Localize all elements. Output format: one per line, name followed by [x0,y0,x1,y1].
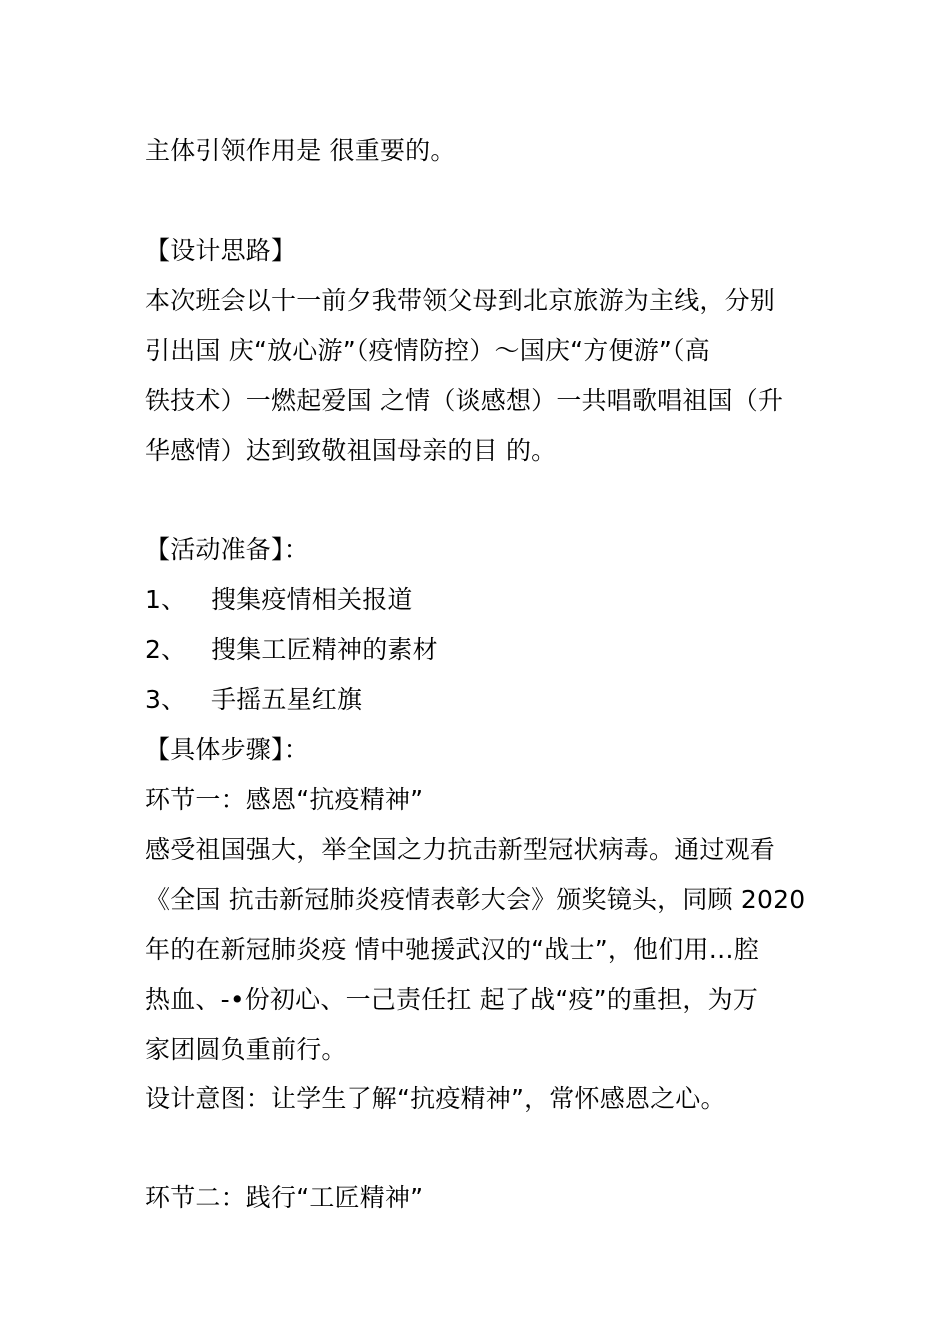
list-number: 1、 [145,585,187,614]
design-line: 引出国 庆“放心游”（疫情防控）〜国庆“方便游”（高 [145,336,710,365]
prep-list-item [145,685,810,715]
design-heading: 【设计思路】 [145,236,297,265]
design-line: 本次班会以十一前夕我带领父母到北京旅游为主线，分别 [145,286,776,315]
section1-line: 年的在新冠肺炎疫 情中驰援武汉的“战士”，他们用…腔 [145,935,760,964]
section2-title: 环节二：践行“工匠精神” [145,1183,424,1212]
steps-heading: 【具体步骤】： [145,735,309,764]
section1-line: 感受祖国强大，举全国之力抗击新型冠状病毒。通过观看 [145,835,776,864]
list-item-text: 手摇五星红旗 [211,685,363,714]
list-item-text: 搜集疫情相关报道 [211,585,413,614]
section1-line: 《全国 抗击新冠肺炎疫情表彰大会》颁奖镜头，同顾 2020 [145,885,806,914]
prep-heading: 【活动准备】： [145,535,309,564]
list-number: 2、 [145,635,187,664]
prep-list-item [145,585,810,615]
section1-line: 家团圆负重前行。 [145,1035,347,1064]
design-line: 铁技术）一燃起爱国 之情（谈感想）一共唱歌唱祖国（升 [145,386,784,415]
section1-intent: 设计意图：让学生了解“抗疫精神”，常怀感恩之心。 [145,1084,726,1113]
section1-title: 环节一：感恩“抗疫精神” [145,785,424,814]
design-line: 华感情）达到致敬祖国母亲的目 的。 [145,436,557,465]
section1-line: 热血、-•份初心、一己责任扛 起了战“疫”的重担，为万 [145,985,759,1014]
intro-tail-text: 主体引领作用是 很重要的。 [145,136,456,165]
list-number: 3、 [145,685,187,714]
prep-list-item [145,635,810,665]
list-item-text: 搜集工匠精神的素材 [211,635,438,664]
